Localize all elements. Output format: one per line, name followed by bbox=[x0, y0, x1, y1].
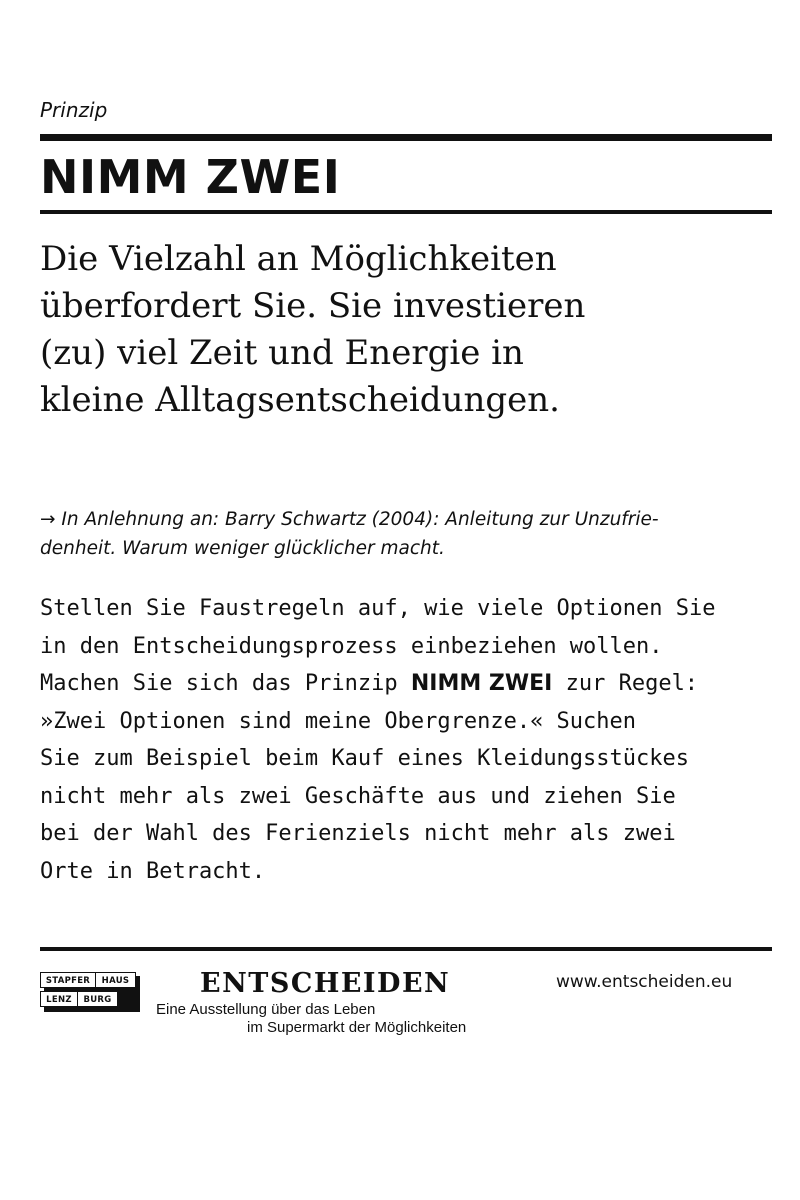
body-text: Machen Sie sich das Prinzip bbox=[40, 671, 411, 696]
lead-line: Die Vielzahl an Möglichkeiten bbox=[40, 239, 557, 279]
body-line: Sie zum Beispiel beim Kauf eines Kleidungsstückes bbox=[40, 746, 690, 771]
logo-box: STAPFER bbox=[40, 972, 96, 988]
logo-box: BURG bbox=[77, 991, 118, 1007]
stapferhaus-logo bbox=[40, 972, 140, 1012]
body-text: zur Regel: bbox=[552, 671, 699, 696]
body-line: in den Entscheidungsprozess einbeziehen wollen. bbox=[40, 633, 663, 659]
body-line: Orte in Betracht. bbox=[40, 858, 266, 884]
page-title: NIMM ZWEI bbox=[40, 150, 341, 204]
body-line: bei der Wahl des Ferienziels nicht mehr als zwei bbox=[40, 821, 676, 846]
exhibition-title: ENTSCHEIDEN bbox=[200, 968, 451, 999]
reference-line: denheit. Warum weniger glücklicher macht. bbox=[40, 538, 445, 559]
footer-divider bbox=[40, 947, 772, 951]
lead-line: kleine Alltagsentscheidungen. bbox=[40, 380, 560, 420]
title-divider bbox=[40, 210, 772, 214]
body-line: »Zwei Optionen sind meine Obergrenze.« Suchen bbox=[40, 708, 637, 734]
top-divider bbox=[40, 134, 772, 141]
body-line: Stellen Sie Faustregeln auf, wie viele Optionen Sie bbox=[40, 596, 716, 621]
body-paragraph bbox=[40, 590, 785, 890]
lead-line: (zu) viel Zeit und Energie in bbox=[40, 333, 524, 373]
logo-box: LENZ bbox=[40, 991, 78, 1007]
lead-line: überfordert Sie. Sie investieren bbox=[40, 286, 586, 326]
reference-note bbox=[40, 505, 780, 563]
logo-box: HAUS bbox=[95, 972, 136, 988]
body-line: nicht mehr als zwei Geschäfte aus und ziehen Sie bbox=[40, 783, 676, 809]
exhibition-tagline: im Supermarkt der Möglichkeiten bbox=[247, 1019, 467, 1036]
lead-paragraph bbox=[40, 236, 780, 424]
exhibition-tagline: Eine Ausstellung über das Leben bbox=[156, 1001, 376, 1018]
reference-line: → In Anlehnung an: Barry Schwartz (2004): Anleitung zur Unzufrie- bbox=[40, 509, 659, 530]
body-line bbox=[40, 665, 785, 703]
principle-highlight: NIMM ZWEI bbox=[410, 671, 553, 696]
kicker-label: Prinzip bbox=[40, 98, 108, 122]
website-link[interactable]: www.entscheiden.eu bbox=[556, 972, 733, 992]
